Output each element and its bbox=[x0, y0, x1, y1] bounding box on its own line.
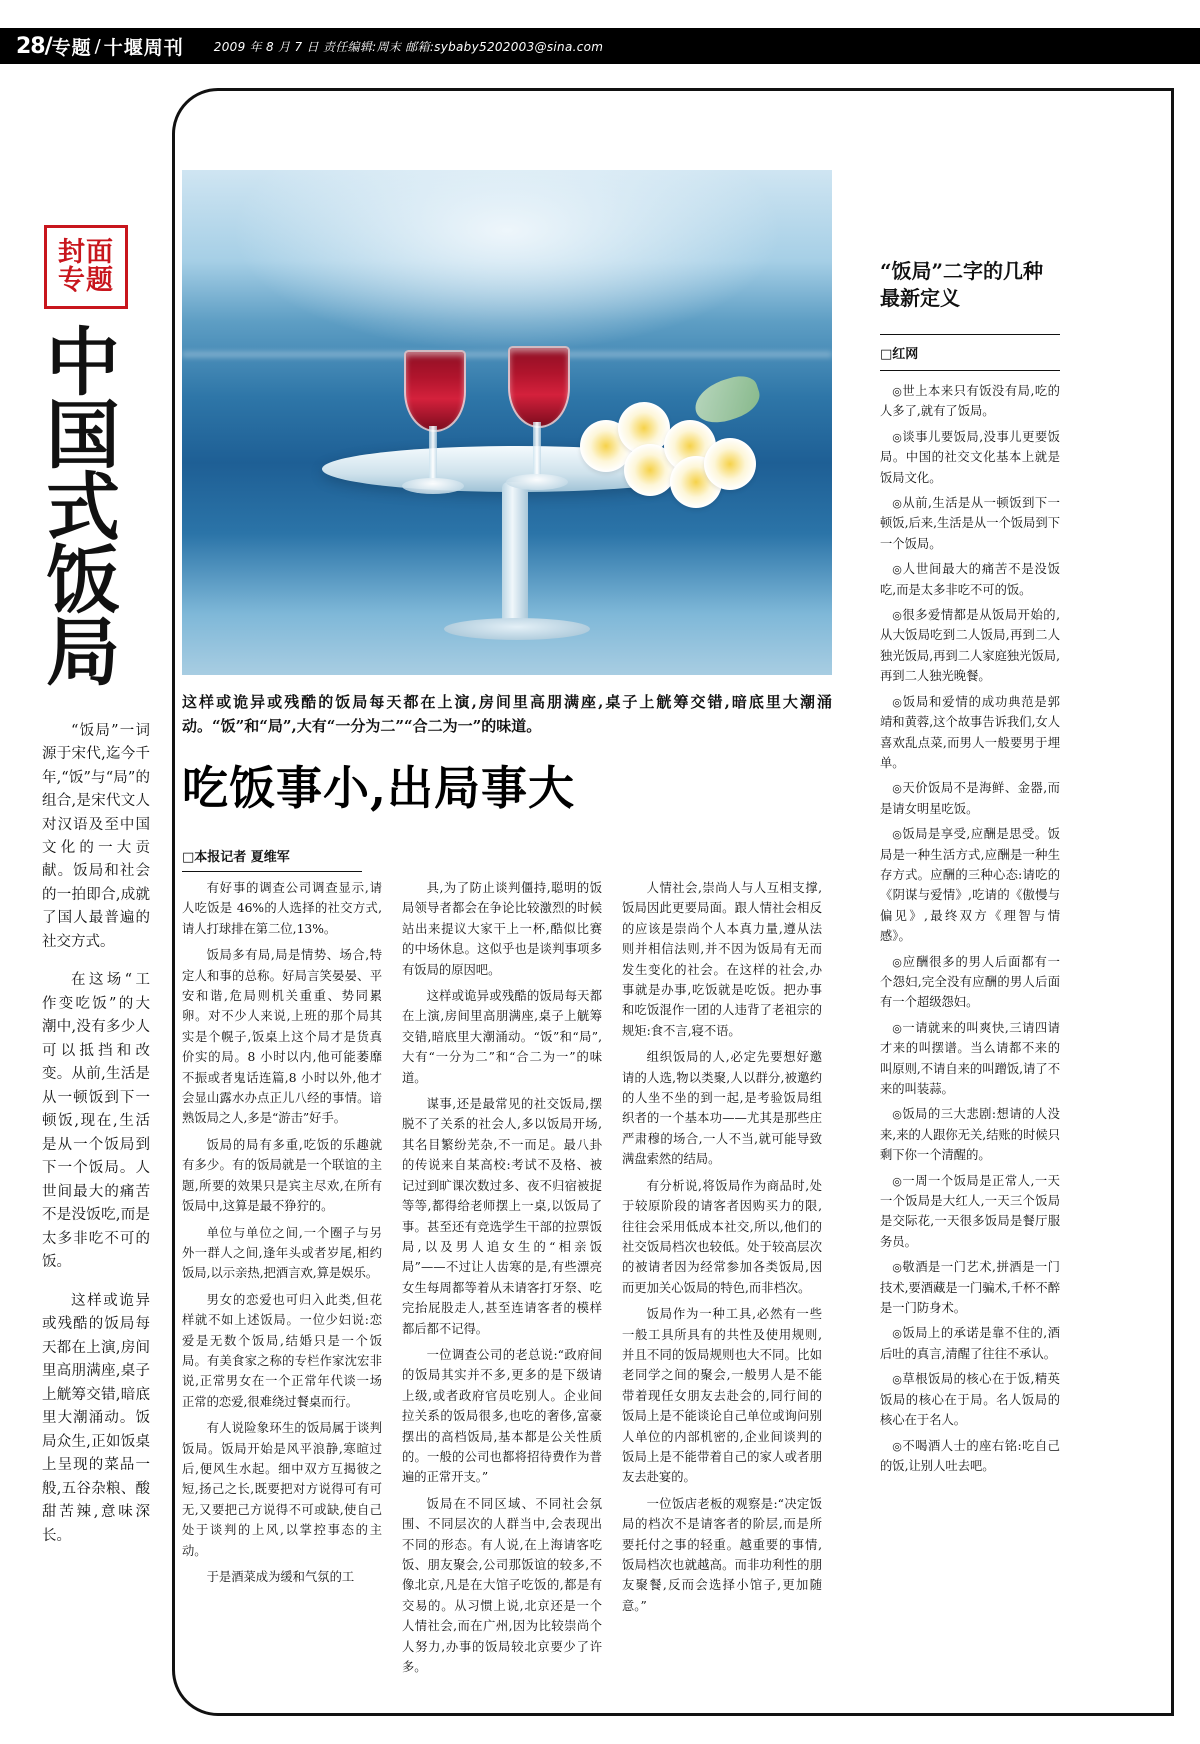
body-paragraph: 单位与单位之间,一个圈子与另外一群人之间,逢年头或者岁尾,相约饭局,以示亲热,把酒言欢,算是娱乐。 bbox=[182, 1225, 382, 1281]
bullet-icon: ◎ bbox=[892, 695, 903, 709]
sidebar-item-text: 敬酒是一门艺术,拼酒是一门技术,要酒藏是一门骗术,千杯不醉是一门防身术。 bbox=[880, 1260, 1060, 1316]
lead-paragraphs bbox=[42, 720, 150, 1548]
bullet-icon: ◎ bbox=[892, 1108, 903, 1122]
sidebar-item-text: 应酬很多的男人后面都有一个怨妇,完全没有应酬的男人后面有一个超级怨妇。 bbox=[880, 954, 1060, 1010]
bullet-icon: ◎ bbox=[892, 1021, 903, 1035]
sidebar-item-text: 人世间最大的痛苦不是没饭吃,而是太多非吃不可的饭。 bbox=[880, 562, 1060, 597]
sidebar-item-text: 饭局和爱情的成功典范是郭靖和黄蓉,这个故事告诉我们,女人喜欢乱点菜,而男人一般要男于埋单。 bbox=[880, 694, 1060, 770]
photo-table-base bbox=[444, 618, 590, 640]
sidebar-item bbox=[880, 1018, 1060, 1100]
sidebar-item bbox=[880, 1257, 1060, 1318]
lead-paragraph: 在这场“工作变吃饭”的大潮中,没有多少人可以抵挡和改变。从前,生活是从一顿饭到下一顿饭,现在,生活是从一个饭局到下一个饭局。人世间最大的痛苦不是没饭吃,而是太多非吃不可的饭。 bbox=[42, 972, 150, 1271]
bullet-icon: ◎ bbox=[892, 385, 903, 398]
masthead bbox=[0, 28, 1200, 64]
body-paragraph: 组织饭局的人,必定先要想好邀请的人选,物以类聚,人以群分,被邀约的人坐不坐的到一起,是考验饭局组织者的一个基本功——尤其是那些庄严肃穆的场合,一人不当,就可能导致满盘索然的结局。 bbox=[622, 1050, 822, 1167]
body-paragraph: 有分析说,将饭局作为商品时,处于较原阶段的请客者因购买力的限,往往会采用低成本社交,所以,他们的社交饭局档次也较低。处于较高层次的被请者因为经常参加各类饭局,因而更加关心饭局的特色,而非档次。 bbox=[622, 1178, 822, 1295]
sidebar-item-text: 不喝酒人士的座右铭:吃自己的饭,让别人吐去吧。 bbox=[880, 1438, 1060, 1473]
body-paragraph: 饭局多有局,局是情势、场合,特定人和事的总称。好局言笑晏晏、平安和谐,危局则机关重重、势同累卵。对不少人来说,上班的那个局其实是个幌子,饭桌上这个局才是货真价实的局。8 小时以内,他可能萎靡不振或者鬼话连篇,8 小时以外,他才会显山露水办点正儿八经的事情。谙熟饭局之人,多是“游击”好手。 bbox=[182, 948, 382, 1126]
glass-foot bbox=[506, 474, 568, 490]
article-body bbox=[182, 878, 842, 1683]
body-paragraph: 饭局的局有多重,吃饭的乐趣就有多少。有的饭局就是一个联谊的主题,所要的效果只是宾主尽欢,在所有饭局中,这算是最不狰狞的。 bbox=[182, 1137, 382, 1214]
sidebar-item bbox=[880, 427, 1060, 488]
flower-petal bbox=[704, 438, 756, 490]
glass-foot bbox=[402, 478, 464, 494]
lead-paragraph: “饭局”一词源于宋代,迄今千年,“饭”与“局”的组合,是宋代文人对汉语及至中国文化的一大贡献。饭局和社会的一拍即合,成就了国人最普遍的社交方式。 bbox=[42, 722, 150, 950]
sidebar-item bbox=[880, 605, 1060, 687]
body-paragraph: 男女的恋爱也可归入此类,但花样就不如上述饭局。一位少妇说:恋爱是无数个饭局,结婚只是一个饭局。有美食家之称的专栏作家沈宏非说,正常男女在一个正常年代谈一场正常的恋爱,很难绕过餐桌而行。 bbox=[182, 1292, 382, 1409]
bullet-icon: ◎ bbox=[892, 609, 903, 623]
sidebar-item-text: 从前,生活是从一顿饭到下一顿饭,后来,生活是从一个饭局到下一个饭局。 bbox=[880, 496, 1060, 551]
bullet-icon: ◎ bbox=[892, 430, 903, 444]
sidebar-item bbox=[880, 952, 1060, 1013]
body-paragraph: 一位调查公司的老总说:“政府间的饭局其实并不多,更多的是下级请上级,或者政府官员吃别人。企业间拉关系的饭局很多,也吃的奢侈,富豪摆出的高档饭局,基本都是公关性质的。一般的公司也都将招待费作为普遍的正常开支。” bbox=[402, 1347, 602, 1485]
glass-stem bbox=[429, 426, 437, 482]
glass-bowl bbox=[508, 346, 570, 428]
sidebar-item bbox=[880, 778, 1060, 819]
sidebar-item bbox=[880, 824, 1060, 946]
masthead-meta: 2009 年 8 月 7 日 责任编辑:周末 邮箱:sybaby5202003@sina.com bbox=[213, 39, 604, 54]
bullet-icon: ◎ bbox=[892, 955, 903, 969]
glass-bowl bbox=[404, 350, 466, 432]
sidebar-title: “饭局”二字的几种最新定义 bbox=[880, 259, 1044, 310]
bullet-icon: ◎ bbox=[892, 563, 903, 577]
body-paragraph: 饭局作为一种工具,必然有一些一般工具所具有的共性及使用规则,并且不同的饭局规则也大不同。比如老同学之间的聚会,一般男人是不能带着现任女朋友去赴会的,同行间的饭局上是不能谈论自己单位或询问别人单位的内部机密的,企业间谈判的饭局上是不能带着自己的家人或者朋友去赴宴的。 bbox=[622, 1307, 822, 1485]
section-name: 专题 bbox=[51, 36, 92, 59]
sidebar-item bbox=[880, 1104, 1060, 1165]
sidebar-item-text: 草根饭局的核心在于饭,精英饭局的核心在于局。名人饭局的核心在于名人。 bbox=[880, 1372, 1060, 1428]
sidebar-item-text: 天价饭局不是海鲜、金器,而是请女明星吃饭。 bbox=[880, 781, 1060, 816]
sidebar-item bbox=[880, 559, 1060, 600]
body-paragraph: 这样或诡异或残酷的饭局每天都在上演,房间里高朋满座,桌子上觥筹交错,暗底里大潮涌动。“饭”和“局”,大有“一分为二”和“合二为一”的味道。 bbox=[402, 989, 602, 1085]
body-paragraph: 有好事的调查公司调查显示,请人吃饭是 46%的人选择的社交方式,请人打球排在第二位,13%。 bbox=[182, 881, 382, 936]
sidebar-item bbox=[880, 1171, 1060, 1253]
sidebar-item-text: 很多爱情都是从饭局开始的,从大饭局吃到二人饭局,再到二人独光饭局,再到二人家庭独光饭局,再到二人独光晚餐。 bbox=[880, 608, 1060, 684]
body-paragraph: 具,为了防止谈判僵持,聪明的饭局领导者都会在争论比较激烈的时候站出来提议大家干上一杯,酷似比赛的中场休息。这似乎也是谈判事项多有饭局的原因吧。 bbox=[402, 881, 602, 977]
wine-glass-right bbox=[500, 346, 574, 506]
bullet-icon: ◎ bbox=[892, 497, 903, 511]
byline: □本报记者 夏维军 bbox=[182, 846, 362, 872]
wine-glass-left bbox=[396, 350, 470, 510]
body-paragraph: 一位饭店老板的观察是:“决定饭局的档次不是请客者的阶层,而是所要托付之事的轻重。越重要的事情,饭局档次也就越高。而非功利性的朋友聚餐,反而会选择小馆子,更加随意。” bbox=[622, 1496, 822, 1613]
sidebar-item bbox=[880, 1323, 1060, 1364]
body-paragraph: 人情社会,崇尚人与人互相支撑,饭局因此更要局面。跟人情社会相反的应该是崇尚个人本真力量,遵从法则并相信法则,并不因为饭局有无而发生变化的社会。在这样的社会,办事就是办事,吃饭就是吃饭。把办事和吃饭混作一团的人违背了老祖宗的规矩:食不言,寝不语。 bbox=[622, 881, 822, 1038]
page-number: 28/ bbox=[16, 33, 52, 59]
body-paragraph: 饭局在不同区域、不同社会氛围、不同层次的人群当中,会表现出不同的形态。有人说,在上海请客吃饭、朋友聚会,公司那饭谊的较多,不像北京,凡是在大馆子吃饭的,都是有交易的。从习惯上说,北京还是一个人情社会,而在广州,因为比较崇尚个人努力,办事的饭局较北京要少了许多。 bbox=[402, 1496, 602, 1675]
sidebar-item bbox=[880, 692, 1060, 774]
bullet-icon: ◎ bbox=[892, 1439, 903, 1453]
page-title: 中国式饭局 bbox=[46, 320, 120, 697]
bullet-icon: ◎ bbox=[892, 782, 903, 796]
photo-caption: 这样或诡异或残酷的饭局每天都在上演,房间里高朋满座,桌子上觥筹交错,暗底里大潮涌动。“饭”和“局”,大有“一分为二”“合二为一”的味道。 bbox=[182, 693, 832, 735]
sidebar-item bbox=[880, 1369, 1060, 1430]
body-column-1 bbox=[182, 878, 382, 1683]
sidebar-item bbox=[880, 1436, 1060, 1477]
sidebar-item-text: 饭局的三大悲剧:想请的人没来,来的人跟你无关,结账的时候只剩下你一个清醒的。 bbox=[880, 1107, 1060, 1163]
lead-paragraph: 这样或诡异或残酷的饭局每天都在上演,房间里高朋满座,桌子上觥筹交错,暗底里大潮涌动。饭局众生,正如饭桌上呈现的菜品一般,五谷杂粮、酸甜苦辣,意味深长。 bbox=[42, 1292, 150, 1544]
body-paragraph: 有人说险象环生的饭局属于谈判饭局。饭局开始是风平浪静,寒暄过后,便风生水起。细中双方互揭彼之短,扬己之长,既要把对方说得可有可无,又要把己方说得不可或缺,使自己处于谈判的上风,以掌控事态的主动。 bbox=[182, 1421, 382, 1558]
flower-bud bbox=[689, 371, 764, 429]
sidebar-item-text: 世上本来只有饭没有局,吃的人多了,就有了饭局。 bbox=[880, 384, 1060, 419]
sidebar-item bbox=[880, 493, 1060, 554]
left-column bbox=[26, 95, 156, 1563]
body-paragraph: 谋事,还是最常见的社交饭局,摆脱不了关系的社会人,多以饭局开场,其名目繁纷芜杂,不一而足。最八卦的传说来自某高校:考试不及格、被记过到旷课次数过多、夜不归宿被捉等等,都得给老师摆上一桌,以饭局了事。甚至还有竞选学生干部的拉票饭局,以及男人追女生的“相亲饭局”——不过让人齿寒的是,有些漂亮女生每周都等着从未请客打牙祭、吃完抬屁股走人,甚至连请客者的模样都后都不记得。 bbox=[402, 1097, 602, 1336]
sidebar-item-text: 饭局上的承诺是靠不住的,酒后吐的真言,清醒了往往不承认。 bbox=[880, 1326, 1060, 1361]
frangipani-flowers bbox=[574, 398, 764, 508]
sidebar-items bbox=[880, 381, 1060, 1476]
cover-feature-stamp bbox=[44, 225, 128, 309]
masthead-separator: / bbox=[94, 35, 101, 57]
article-headline: 吃饭事小,出局事大 bbox=[182, 761, 576, 815]
bullet-icon: ◎ bbox=[892, 1327, 903, 1341]
sidebar-item bbox=[880, 381, 1060, 422]
bullet-icon: ◎ bbox=[892, 1174, 903, 1188]
stamp-line-2: 专题 bbox=[58, 265, 114, 296]
body-column-2 bbox=[402, 878, 602, 1683]
stamp-line-1: 封面 bbox=[58, 236, 114, 268]
bullet-icon: ◎ bbox=[892, 828, 903, 842]
feature-photo bbox=[182, 170, 832, 675]
publication-name: 十堰周刊 bbox=[103, 36, 184, 59]
bullet-icon: ◎ bbox=[892, 1373, 903, 1387]
sidebar-item-text: 饭局是享受,应酬是思受。饭局是一种生活方式,应酬是一种生存方式。应酬的三种心态:请吃的《阴谋与爱情》,吃请的《傲慢与偏见》,最终双方《理智与情感》。 bbox=[880, 827, 1060, 944]
sidebar-item-text: 一请就来的叫爽快,三请四请才来的叫摆谱。当么请都不来的叫原则,不请自来的叫蹭饭,请了不来的叫装蒜。 bbox=[880, 1020, 1060, 1096]
bullet-icon: ◎ bbox=[892, 1261, 903, 1275]
body-paragraph: 于是酒菜成为缓和气氛的工 bbox=[206, 1570, 355, 1584]
body-column-3 bbox=[622, 878, 822, 1683]
sidebar-divider bbox=[880, 334, 1060, 335]
sidebar-item-text: 谈事儿要饭局,没事儿更要饭局。中国的社交文化基本上就是饭局文化。 bbox=[880, 429, 1060, 485]
sidebar bbox=[880, 258, 1060, 1481]
glass-stem bbox=[533, 422, 541, 478]
sidebar-item-text: 一周一个饭局是正常人,一天一个饭局是大红人,一天三个饭局是交际花,一天很多饭局是餐厅服务员。 bbox=[880, 1173, 1060, 1249]
sidebar-source: □红网 bbox=[880, 343, 1060, 371]
